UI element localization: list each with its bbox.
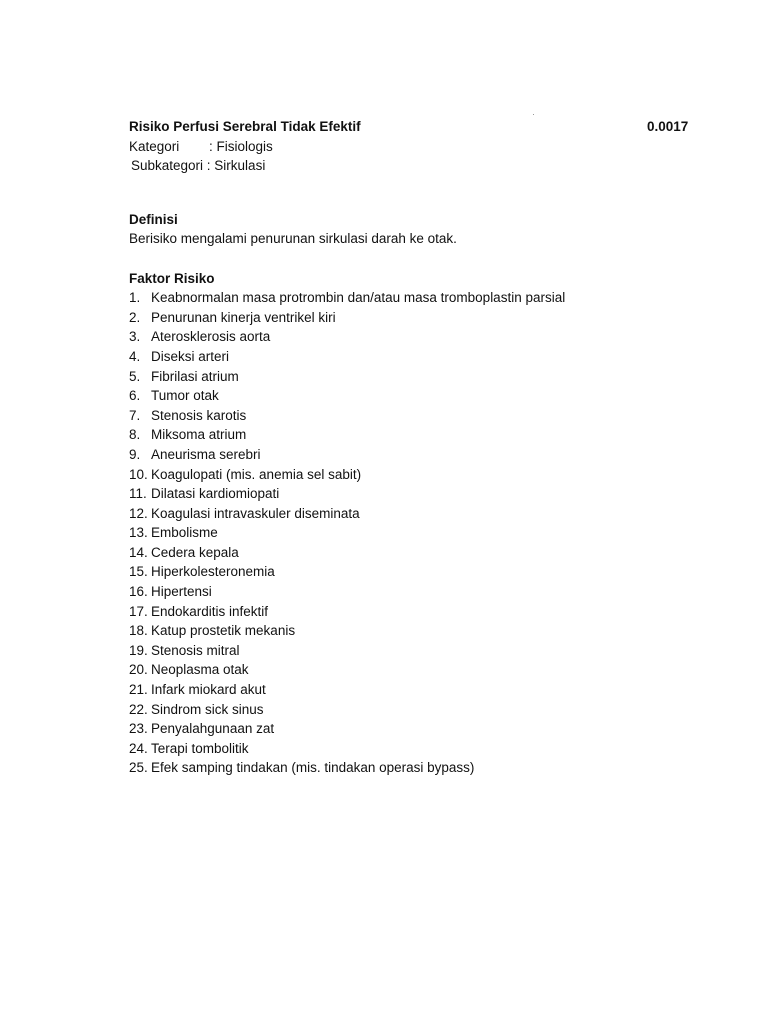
title-row bbox=[129, 117, 694, 137]
item-number: 14. bbox=[129, 544, 148, 560]
kategori-label: Kategori bbox=[129, 138, 180, 154]
list-item bbox=[129, 719, 694, 739]
item-number: 16. bbox=[129, 584, 148, 600]
list-item bbox=[129, 367, 694, 387]
item-text: Stenosis karotis bbox=[151, 407, 247, 423]
item-text: Miksoma atrium bbox=[151, 427, 247, 443]
diagnosis-code: 0.0017 bbox=[647, 119, 689, 134]
item-text: Penurunan kinerja ventrikel kiri bbox=[151, 309, 336, 325]
item-text: Penyalahgunaan zat bbox=[151, 721, 275, 737]
list-item bbox=[129, 680, 694, 700]
item-number: 24. bbox=[129, 740, 148, 756]
item-text: Aterosklerosis aorta bbox=[151, 329, 271, 345]
item-number: 12. bbox=[129, 505, 148, 521]
item-number: 6. bbox=[129, 388, 141, 404]
stray-speck bbox=[533, 114, 534, 115]
list-item bbox=[129, 758, 694, 778]
item-text: Koagulopati (mis. anemia sel sabit) bbox=[151, 466, 362, 482]
list-item bbox=[129, 739, 694, 759]
faktor-risiko-list bbox=[129, 288, 694, 778]
list-item bbox=[129, 562, 694, 582]
item-text: Katup prostetik mekanis bbox=[151, 623, 296, 639]
list-item bbox=[129, 621, 694, 641]
item-text: Sindrom sick sinus bbox=[151, 701, 264, 717]
item-number: 18. bbox=[129, 623, 148, 639]
item-text: Dilatasi kardiomiopati bbox=[151, 486, 280, 502]
item-text: Neoplasma otak bbox=[151, 662, 249, 678]
item-number: 17. bbox=[129, 603, 148, 619]
list-item bbox=[129, 406, 694, 426]
list-item bbox=[129, 700, 694, 720]
list-item bbox=[129, 288, 694, 308]
subkategori-row bbox=[129, 156, 694, 176]
list-item bbox=[129, 347, 694, 367]
item-number: 5. bbox=[129, 368, 141, 384]
item-text: Cedera kepala bbox=[151, 544, 239, 560]
definisi-text: Berisiko mengalami penurunan sirkulasi darah ke otak. bbox=[129, 231, 457, 247]
item-number: 22. bbox=[129, 701, 148, 717]
item-number: 19. bbox=[129, 642, 148, 658]
item-number: 8. bbox=[129, 427, 141, 443]
list-item bbox=[129, 465, 694, 485]
item-number: 23. bbox=[129, 721, 148, 737]
document-page bbox=[129, 117, 694, 778]
list-item bbox=[129, 660, 694, 680]
item-text: Endokarditis infektif bbox=[151, 603, 269, 619]
definisi-heading: Definisi bbox=[129, 211, 178, 227]
item-text: Hipertensi bbox=[151, 584, 212, 600]
item-number: 1. bbox=[129, 290, 141, 306]
list-item bbox=[129, 641, 694, 661]
item-text: Efek samping tindakan (mis. tindakan operasi bypass) bbox=[151, 760, 475, 776]
item-text: Aneurisma serebri bbox=[151, 446, 261, 462]
kategori-row bbox=[129, 137, 694, 157]
item-text: Stenosis mitral bbox=[151, 642, 240, 658]
list-item bbox=[129, 425, 694, 445]
item-number: 25. bbox=[129, 760, 148, 776]
item-text: Fibrilasi atrium bbox=[151, 368, 239, 384]
item-number: 20. bbox=[129, 662, 148, 678]
list-item bbox=[129, 582, 694, 602]
item-text: Diseksi arteri bbox=[151, 348, 230, 364]
item-number: 2. bbox=[129, 309, 141, 325]
list-item bbox=[129, 504, 694, 524]
list-item bbox=[129, 308, 694, 328]
item-text: Terapi tombolitik bbox=[151, 740, 249, 756]
item-text: Embolisme bbox=[151, 525, 218, 541]
list-item bbox=[129, 386, 694, 406]
item-text: Keabnormalan masa protrombin dan/atau masa tromboplastin parsial bbox=[151, 290, 566, 306]
item-number: 13. bbox=[129, 525, 148, 541]
list-item bbox=[129, 445, 694, 465]
list-item bbox=[129, 484, 694, 504]
item-text: Infark miokard akut bbox=[151, 682, 266, 698]
item-number: 9. bbox=[129, 446, 141, 462]
item-text: Koagulasi intravaskuler diseminata bbox=[151, 505, 360, 521]
list-item bbox=[129, 543, 694, 563]
subkategori-text: Subkategori : Sirkulasi bbox=[131, 158, 266, 174]
item-number: 15. bbox=[129, 564, 148, 580]
item-number: 10. bbox=[129, 466, 148, 482]
spacer bbox=[129, 176, 694, 210]
item-number: 3. bbox=[129, 329, 141, 345]
item-number: 21. bbox=[129, 682, 148, 698]
spacer bbox=[129, 249, 694, 269]
item-number: 7. bbox=[129, 407, 141, 423]
list-item bbox=[129, 523, 694, 543]
kategori-value: : Fisiologis bbox=[209, 138, 273, 154]
item-text: Tumor otak bbox=[151, 388, 219, 404]
diagnosis-title: Risiko Perfusi Serebral Tidak Efektif bbox=[129, 119, 361, 134]
list-item bbox=[129, 602, 694, 622]
list-item bbox=[129, 327, 694, 347]
item-number: 11. bbox=[129, 486, 147, 502]
item-number: 4. bbox=[129, 348, 141, 364]
item-text: Hiperkolesteronemia bbox=[151, 564, 275, 580]
faktor-risiko-heading: Faktor Risiko bbox=[129, 270, 215, 286]
